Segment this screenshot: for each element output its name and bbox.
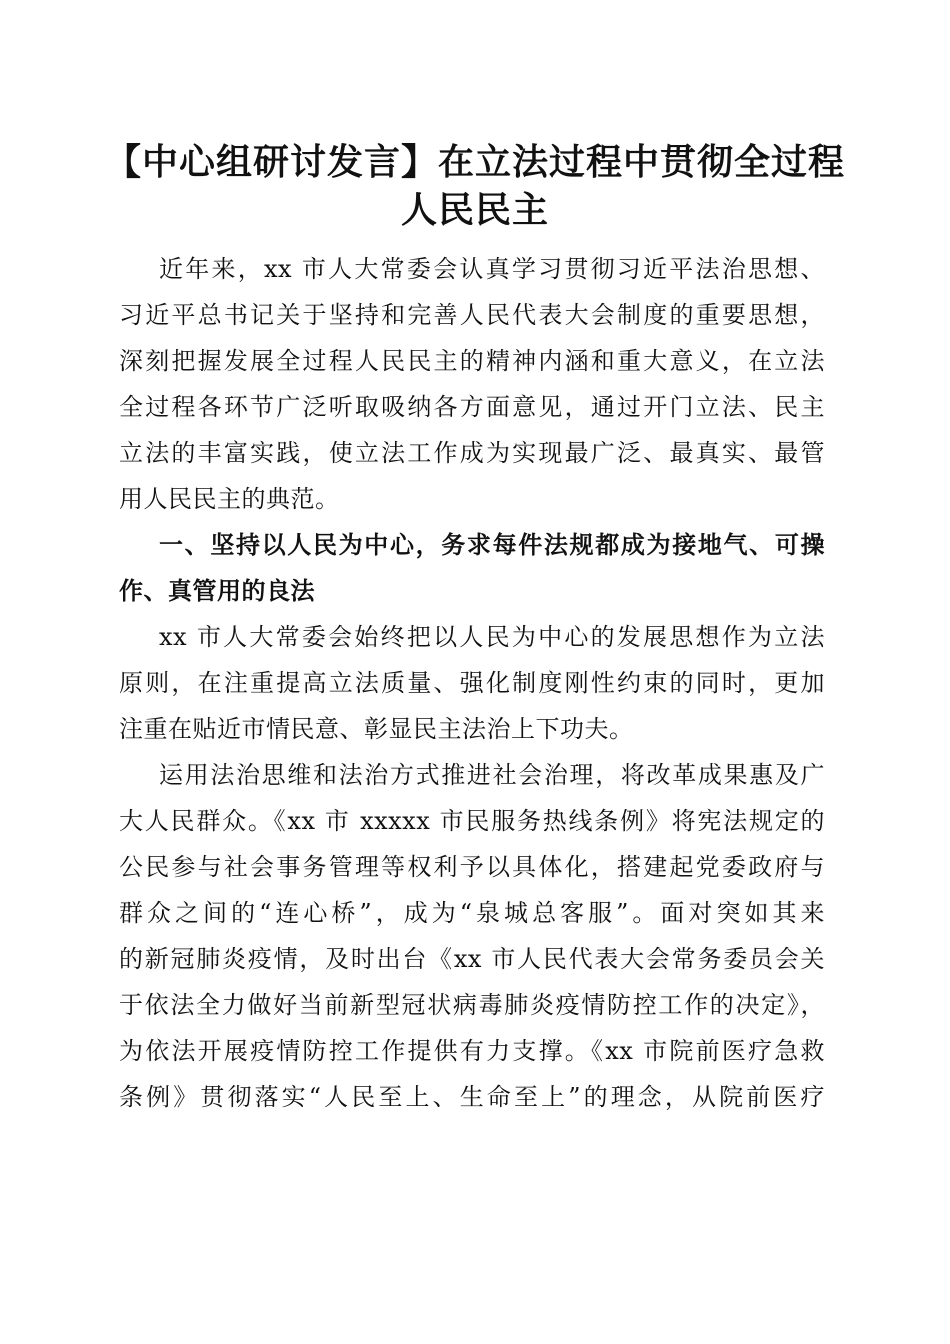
body-line: 公民参与社会事务管理等权利予以具体化，搭建起党委政府与 <box>119 853 825 881</box>
section-heading-line: 一、坚持以人民为中心，务求每件法规都成为接地气、可操 <box>159 531 825 559</box>
body-line: 大人民群众。《xx 市 xxxxx 市民服务热线条例》将宪法规定的 <box>119 807 825 835</box>
body-line: 运用法治思维和法治方式推进社会治理，将改革成果惠及广 <box>159 761 825 789</box>
body-line: 深刻把握发展全过程人民民主的精神内涵和重大意义，在立法 <box>119 347 825 375</box>
body-line: 近年来，xx 市人大常委会认真学习贯彻习近平法治思想、 <box>159 255 825 283</box>
body-line: 全过程各环节广泛听取吸纳各方面意见，通过开门立法、民主 <box>119 393 825 421</box>
document-title-line-1: 【中心组研讨发言】在立法过程中贯彻全过程 <box>104 141 845 183</box>
body-line: 于依法全力做好当前新型冠状病毒肺炎疫情防控工作的决定》， <box>119 991 825 1019</box>
body-line: 为依法开展疫情防控工作提供有力支撑。《xx 市院前医疗急救 <box>119 1037 825 1065</box>
document-title-line-2: 人民民主 <box>400 189 549 231</box>
body-line: 的新冠肺炎疫情，及时出台《xx 市人民代表大会常务委员会关 <box>119 945 825 973</box>
body-line: 群众之间的“连心桥”，成为“泉城总客服”。面对突如其来 <box>119 899 825 927</box>
body-line: 条例》贯彻落实“人民至上、生命至上”的理念，从院前医疗 <box>119 1083 825 1111</box>
body-line: 立法的丰富实践，使立法工作成为实现最广泛、最真实、最管 <box>119 439 825 467</box>
body-line: xx 市人大常委会始终把以人民为中心的发展思想作为立法 <box>159 623 825 651</box>
document-body <box>119 246 825 1120</box>
body-line: 注重在贴近市情民意、彰显民主法治上下功夫。 <box>119 715 634 743</box>
body-line: 用人民民主的典范。 <box>119 485 340 513</box>
body-line: 习近平总书记关于坚持和完善人民代表大会制度的重要思想， <box>119 301 825 329</box>
section-heading-line: 作、真管用的良法 <box>119 577 315 605</box>
body-line: 原则，在注重提高立法质量、强化制度刚性约束的同时，更加 <box>119 669 825 697</box>
